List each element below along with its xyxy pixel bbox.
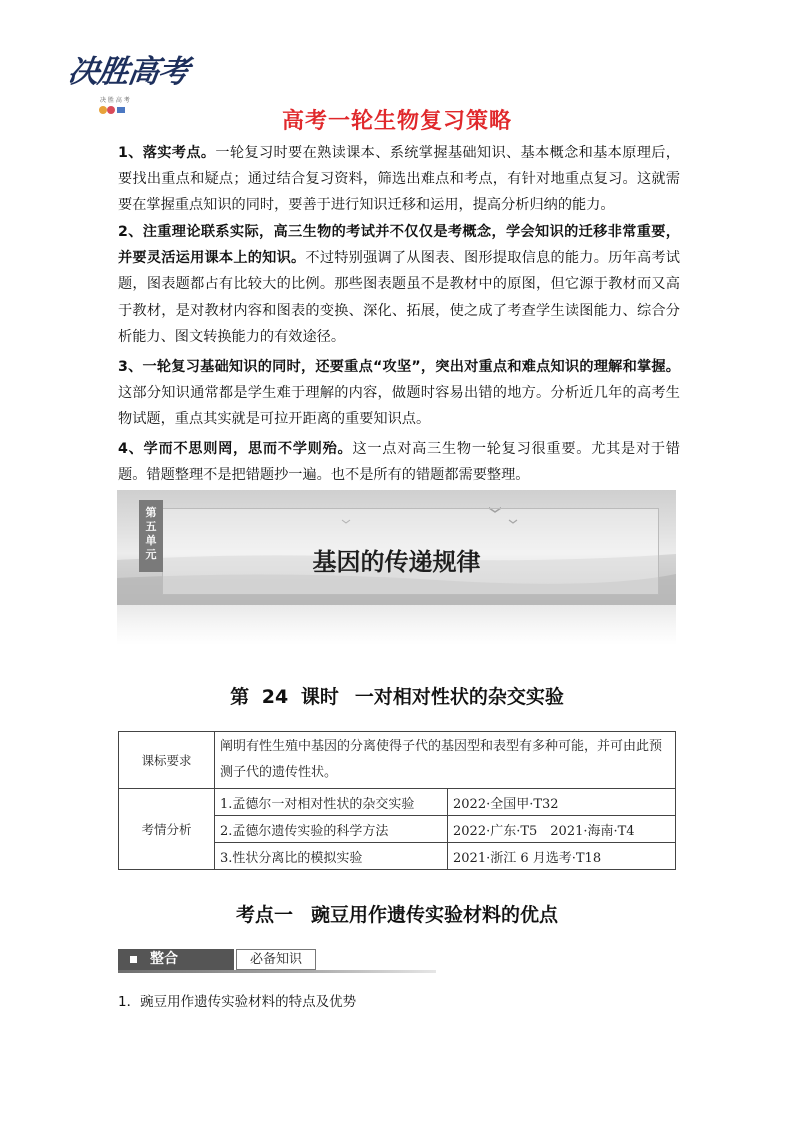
paragraph-lead: 4、学而不思则罔，思而不学则殆。 [118,441,353,457]
paragraph-body: 这部分知识通常都是学生难于理解的内容，做题时容易出错的地方。分析近几年的高考生物试题，重点其实就是可拉开距离的重要知识点。 [118,385,680,428]
unit-tag-char: 五 [145,520,157,533]
unit-title: 基因的传递规律 [312,548,481,576]
paragraph-body: 一轮复习时要在熟读课本、系统掌握基础知识、基本概念和基本原理后，要找出重点和疑点；通过结合复习资料，筛选出难点和考点，有针对地重点复习。这就需要在掌握重点知识的同时，要善于进行知识迁移和运用，提高分析归纳的能力。 [118,145,680,214]
point-heading: 1．豌豆用作遗传实验材料的特点及优势 [118,994,357,1010]
paragraph-body: 不过特别强调了从图表、图形提取信息的能力。历年高考试题，图表题都占有比较大的比例。那些图表题虽不是教材中的原图，但它源于教材而又高于教材，是对教材内容和图表的变换、深化、拓展，使之成了考查学生读图能力、综合分析能力、图文转换能力的有效途径。 [118,250,680,345]
curriculum-table [118,731,676,870]
lesson-number: 第 24 课时 [230,686,339,708]
table-row [119,789,676,816]
unit-tag-char: 第 [145,506,157,519]
strategy-paragraph-1 [118,140,680,219]
section-title [0,900,794,927]
page-title: 高考一轮生物复习策略 [281,109,512,134]
req-label: 课标要求 [119,732,215,789]
strategy-paragraph-3 [118,354,680,433]
paragraph-lead: 1、落实考点。 [118,145,216,161]
lesson-name: 一对相对性状的杂交实验 [354,686,564,708]
banner-fade [117,605,676,645]
tag-underline [118,970,436,973]
topic-cell: 2.孟德尔遗传实验的科学方法 [215,816,448,843]
section-label: 考点一 [235,904,293,926]
exam-cell: 2022·全国甲·T32 [448,789,676,816]
section-name: 豌豆用作遗传实验材料的优点 [311,904,559,926]
topic-cell: 3.性状分离比的模拟实验 [215,843,448,870]
unit-tag-char: 单 [145,534,157,547]
paragraph-lead: 3、一轮复习基础知识的同时，还要重点“攻坚”，突出对重点和难点知识的理解和掌握。 [118,359,680,375]
exam-cell: 2021·浙江 6 月选考·T18 [448,843,676,870]
topic-cell: 1.孟德尔一对相对性状的杂交实验 [215,789,448,816]
req-text: 阐明有性生殖中基因的分离使得子代的基因型和表型有多种可能，并可由此预测子代的遗传性状。 [215,732,676,789]
lesson-title [0,682,794,709]
square-bullet-icon [130,956,137,963]
paragraph-lead: 2、注重理论联系实际，高三生物的考试并不仅仅是考概念，学会知识的迁移非常重要，并要灵活运用课本上的知识。 [118,224,680,267]
paragraph-body: 这一点对高三生物一轮复习很重要。尤其是对于错题。错题整理不是把错题抄一遍。也不是所有的错题都需要整理。 [118,441,680,484]
strategy-paragraph-2 [118,219,680,350]
logo-subtext: 决 胜 高 考 [100,97,130,104]
tag-integrate [118,949,234,970]
logo-text: 决胜高考 [65,54,191,90]
analysis-label: 考情分析 [119,789,215,870]
table-row [119,732,676,789]
unit-tag-char: 元 [145,548,157,561]
unit-banner [117,490,676,605]
section-tagbar [118,949,436,973]
strategy-paragraph-4 [118,436,680,488]
exam-cell: 2022·广东·T5 2021·海南·T4 [448,816,676,843]
tag-knowledge: 必备知识 [236,949,316,970]
tag-integrate-label: 整合 [150,951,178,967]
